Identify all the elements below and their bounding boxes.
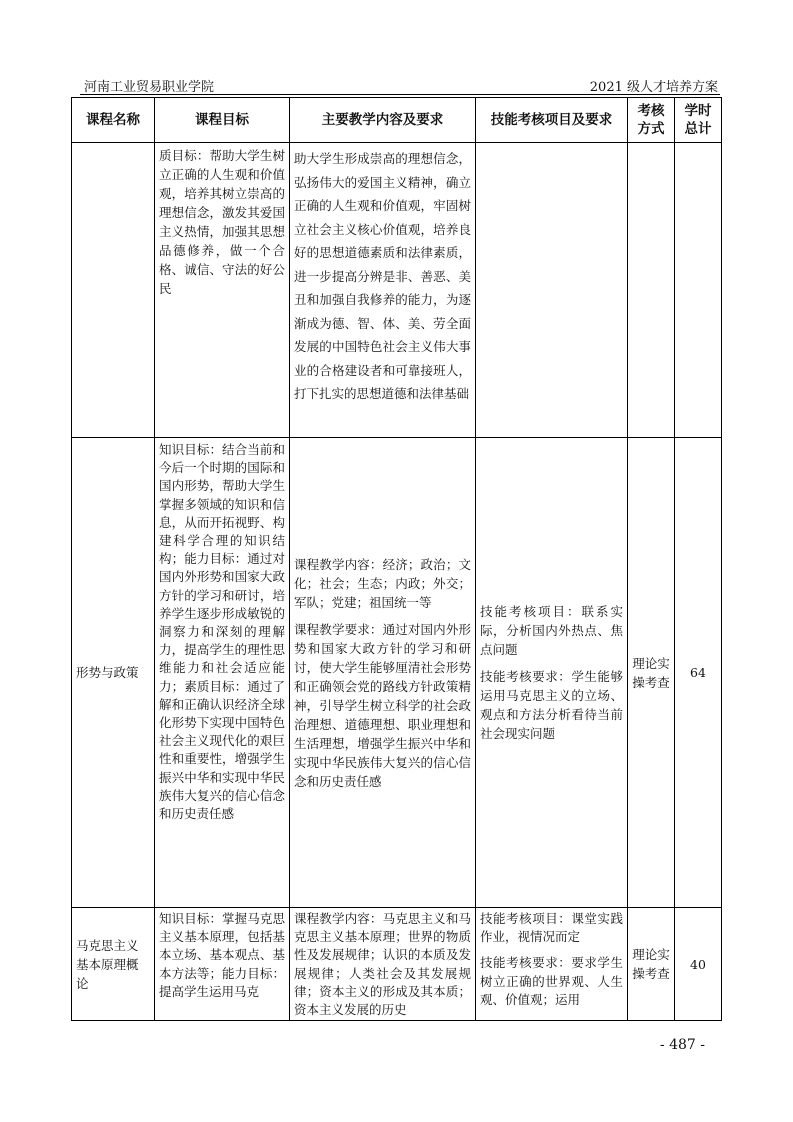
col-header-course-goal: 课程目标 [155, 98, 290, 143]
course-goal-cell: 质目标：帮助大学生树立正确的人生观和价值观，培养其树立崇高的理想信念，激发其爱国主义热情，加强其思想品德修养，做一个合格、诚信、守法的好公民 [155, 143, 290, 438]
skills-cell [476, 143, 628, 438]
col-header-content: 主要教学内容及要求 [290, 98, 476, 143]
page-number: - 487 - [659, 1037, 705, 1053]
col-header-skills: 技能考核项目及要求 [476, 98, 628, 143]
method-cell: 理论实操考查 [628, 438, 675, 908]
course-goal-cell: 知识目标：结合当前和今后一个时期的国际和国内形势，帮助大学生掌握多领域的知识和信息，从而开拓视野、构建科学合理的知识结构；能力目标：通过对国内外形势和国家大政方针的学习和研讨，培养学生逐步形成敏锐的洞察力和深刻的理解力，提高学生的理性思维能力和社会适应能力；素质目标：通过了解和正确认识经济全球化形势下实现中国特色社会主义现代化的艰巨性和重要性，增强学生振兴中华和实现中华民族伟大复兴的信心信念和历史责任感 [155, 438, 290, 908]
hours-cell [675, 143, 722, 438]
col-header-hours: 学时总计 [675, 98, 722, 143]
skill-requirement-text: 技能考核要求：学生能够运用马克思主义的立场、观点和方法分析看待当前社会现实问题 [480, 669, 623, 741]
skill-item-text: 技能考核项目：联系实际，分析国内外热点、焦点问题 [480, 604, 623, 657]
method-cell [628, 143, 675, 438]
hours-cell: 40 [675, 908, 722, 1021]
content-text: 课程教学内容：经济；政治；文化；社会；生态；内政；外交；军队；党建；祖国统一等 [294, 556, 471, 610]
header-rule [80, 94, 720, 95]
skills-cell [476, 908, 628, 1021]
course-name-cell [72, 143, 155, 438]
curriculum-table [71, 97, 722, 1021]
skill-requirement-text: 技能考核要求：要求学生树立正确的世界观、人生观、价值观；运用 [480, 955, 623, 1007]
course-name-cell: 马克思主义基本原理概论 [72, 908, 155, 1021]
course-name-cell: 形势与政策 [72, 438, 155, 908]
content-cell [290, 908, 476, 1021]
school-name: 河南工业贸易职业学院 [84, 80, 215, 95]
skill-item-text: 技能考核项目：课堂实践作业，视情况而定 [480, 911, 623, 945]
col-header-course-name: 课程名称 [72, 98, 155, 143]
plan-title: 2021 级人才培养方案 [589, 80, 718, 95]
content-requirement-text: 课程教学要求：通过对国内外形势和国家大政方针的学习和研讨，使大学生能够厘清社会形势和正确领会党的路线方针政策精神，引导学生树立科学的社会政治理想、道德理想、职业理想和生活理想，增强学生振兴中华和实现中华民族伟大复兴的信心信念和历史责任感 [294, 621, 471, 789]
content-cell [290, 143, 476, 438]
content-text: 助大学生形成崇高的理想信念，弘扬伟大的爱国主义精神，确立正确的人生观和价值观，牢固树立社会主义核心价值观，培养良好的思想道德素质和法律素质，进一步提高分辨是非、善恶、美丑和加强自我修养的能力，为逐渐成为德、智、体、美、劳全面发展的中国特色社会主义伟大事业的合格建设者和可靠接班人，打下扎实的思想道德和法律基础 [294, 151, 471, 401]
course-goal-cell: 知识目标：掌握马克思主义基本原理，包括基本立场、基本观点、基本方法等；能力目标：提高学生运用马克 [155, 908, 290, 1021]
table-row [72, 143, 722, 438]
col-header-method: 考核方式 [628, 98, 675, 143]
content-cell [290, 438, 476, 908]
table-header-row [72, 98, 722, 143]
table-row [72, 438, 722, 908]
content-text: 课程教学内容：马克思主义和马克思主义基本原理；世界的物质性及发展规律；认识的本质及发展规律；人类社会及其发展规律；资本主义的形成及其本质；资本主义发展的历史 [294, 911, 471, 1018]
page-header [80, 76, 720, 94]
table-row [72, 908, 722, 1021]
method-cell: 理论实操考查 [628, 908, 675, 1021]
skills-cell [476, 438, 628, 908]
hours-cell: 64 [675, 438, 722, 908]
